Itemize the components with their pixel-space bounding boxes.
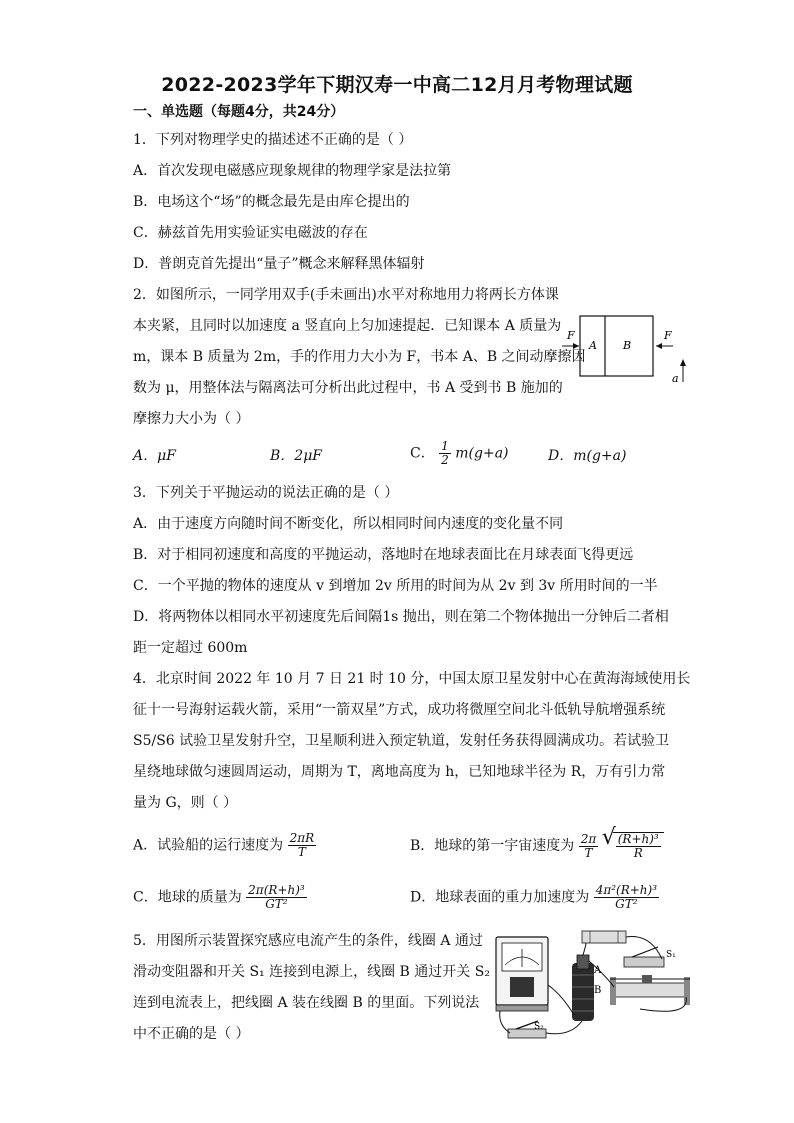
q4-option-a-text: A．试验船的运行速度为 <box>133 837 284 854</box>
q2-option-b[interactable]: B．2μF <box>270 448 323 464</box>
q1-stem: 1．下列对物理学史的描述述不正确的是（ ） <box>133 132 413 148</box>
q2-option-c[interactable] <box>410 440 509 467</box>
q4-option-c[interactable] <box>133 884 307 911</box>
q4-stem-line3: S5/S6 试验卫星发射升空，卫星顺利进入预定轨道，发射任务获得圆满成功。若试验卫 <box>133 733 670 749</box>
q4-stem-line1: 4．北京时间 2022 年 10 月 7 日 21 时 10 分，中国太原卫星发射中心在黄海海域使用长 <box>133 671 691 687</box>
exam-title: 2022-2023学年下期汉寿一中高二12月月考物理试题 <box>161 74 633 96</box>
rheostat-slider <box>642 975 652 983</box>
q3-option-d-line1[interactable]: D．将两物体以相同水平初速度先后间隔1s 抛出，则在第二个物体抛出一分钟后二者相 <box>133 609 669 625</box>
wire <box>546 1021 582 1034</box>
q4-option-d-text: D．地球表面的重力加速度为 <box>410 889 590 906</box>
rheostat-icon <box>614 983 686 997</box>
q5-stem-line2: 滑动变阻器和开关 S₁ 连接到电源上，线圈 B 通过开关 S₂ <box>133 964 490 980</box>
q4-option-c-fraction: $\frac{\text{2π(R+h)³}}{\text{GT²}}$ <box>248 883 305 911</box>
q5-stem-line3: 连到电流表上，把线圈 A 装在线圈 B 的里面。下列说法 <box>133 995 480 1011</box>
book-b-label: B <box>623 339 632 352</box>
q2-stem-line2: 本夹紧，且同时以加速度 a 竖直向上匀加速提起．已知课本 A 质量为 <box>133 318 562 334</box>
switch-s2-label: S₂ <box>534 1022 544 1032</box>
q3-option-c[interactable]: C．一个平抛的物体的速度从 v 到增加 2v 所用的时间为从 2v 到 3v 所用时间的一半 <box>133 578 658 594</box>
q4-option-d-fraction: $\frac{\text{4π²(R+h)³}}{\text{GT²}}$ <box>595 883 658 911</box>
right-force-arrowhead <box>656 343 662 349</box>
q4-stem-line2: 征十一号海射运载火箭，采用“一箭双星”方式，成功将微厘空间北斗低轨导航增强系统 <box>133 702 666 718</box>
q3-option-a[interactable]: A．由于速度方向随时间不断变化，所以相同时间内速度的变化量不同 <box>133 516 564 532</box>
q3-option-d-line2: 距一定超过 600m <box>133 640 248 656</box>
accel-label: a <box>672 372 679 385</box>
q2-option-c-fraction: $\frac{1}{2}$ <box>441 439 449 467</box>
q3-option-b[interactable]: B．对于相同初速度和高度的平抛运动，落地时在地球表面比在月球表面飞得更远 <box>133 547 634 563</box>
q5-stem-line1: 5．用图所示装置探究感应电流产生的条件，线圈 A 通过 <box>133 933 483 949</box>
q2-stem-line5: 摩擦力大小为（ ） <box>133 411 250 427</box>
q4-option-b-fraction: $\frac{2\pi}{T}$ <box>580 831 597 860</box>
q4-option-b-text: B．地球的第一宇宙速度为 <box>410 838 575 854</box>
q2-option-c-expr: m(g+a) <box>455 445 509 462</box>
q4-option-a[interactable] <box>133 832 316 859</box>
q4-option-c-text: C．地球的质量为 <box>133 889 242 906</box>
right-force-label: F <box>664 329 672 342</box>
q2-option-d[interactable]: D．m(g+a) <box>548 448 627 464</box>
wire <box>548 985 574 1015</box>
galvanometer-mechanism <box>510 977 534 997</box>
q1-option-c[interactable]: C．赫兹首先用实验证实电磁波的存在 <box>133 225 368 241</box>
wire <box>583 943 586 955</box>
switch-s1-icon <box>624 957 664 967</box>
accel-arrowhead <box>680 359 686 366</box>
book-a-label: A <box>589 339 597 352</box>
q2-option-c-prefix: C． <box>410 445 435 462</box>
q2-option-a[interactable]: A．μF <box>133 448 176 464</box>
q4-stem-line4: 星绕地球做匀速圆周运动，周期为 T，离地高度为 h，已知地球半径为 R，万有引力常 <box>133 764 666 780</box>
q2-book-figure <box>560 306 690 392</box>
battery-icon <box>582 931 626 943</box>
coil-b <box>572 963 594 1021</box>
switch-s1-label: S₁ <box>666 950 676 960</box>
q4-option-b-sqrt: √ $\frac{\text{(R+h)³}}{R}$ <box>613 832 664 860</box>
q2-stem-line1: 2．如图所示，一同学用双手(手未画出)水平对称地用力将两长方体课 <box>133 287 559 303</box>
q4-option-a-fraction: $\frac{2\pi R}{T}$ <box>289 831 315 859</box>
q4-option-b[interactable] <box>410 832 664 860</box>
left-force-arrowhead <box>573 343 579 349</box>
q2-stem-line3: m，课本 B 质量为 2m，手的作用力大小为 F，书本 A、B 之间动摩擦因 <box>133 349 586 365</box>
q4-option-d[interactable] <box>410 884 659 911</box>
left-force-label: F <box>567 329 575 342</box>
q1-option-d[interactable]: D．普朗克首先提出“量子”概念来解释黑体辐射 <box>133 256 425 272</box>
q2-stem-line4: 数为 μ，用整体法与隔离法可分析出此过程中，书 A 受到书 B 施加的 <box>133 380 563 396</box>
q1-option-a[interactable]: A．首次发现电磁感应现象规律的物理学家是法拉第 <box>133 163 452 179</box>
coil-a-label: A <box>594 965 602 976</box>
coil-a <box>577 955 589 969</box>
q1-option-b[interactable]: B．电场这个“场”的概念最先是由库仑提出的 <box>133 194 410 210</box>
q4-stem-line5: 量为 G，则（ ） <box>133 795 238 811</box>
q3-stem: 3．下列关于平抛运动的说法正确的是（ ） <box>133 485 399 501</box>
section-heading: 一、单选题（每题4分，共24分） <box>133 104 345 120</box>
q5-induction-apparatus <box>490 925 695 1047</box>
wire <box>640 997 686 1011</box>
coil-b-label: B <box>594 985 602 996</box>
galvanometer-base <box>496 1005 548 1011</box>
q5-stem-line4: 中不正确的是（ ） <box>133 1026 250 1042</box>
